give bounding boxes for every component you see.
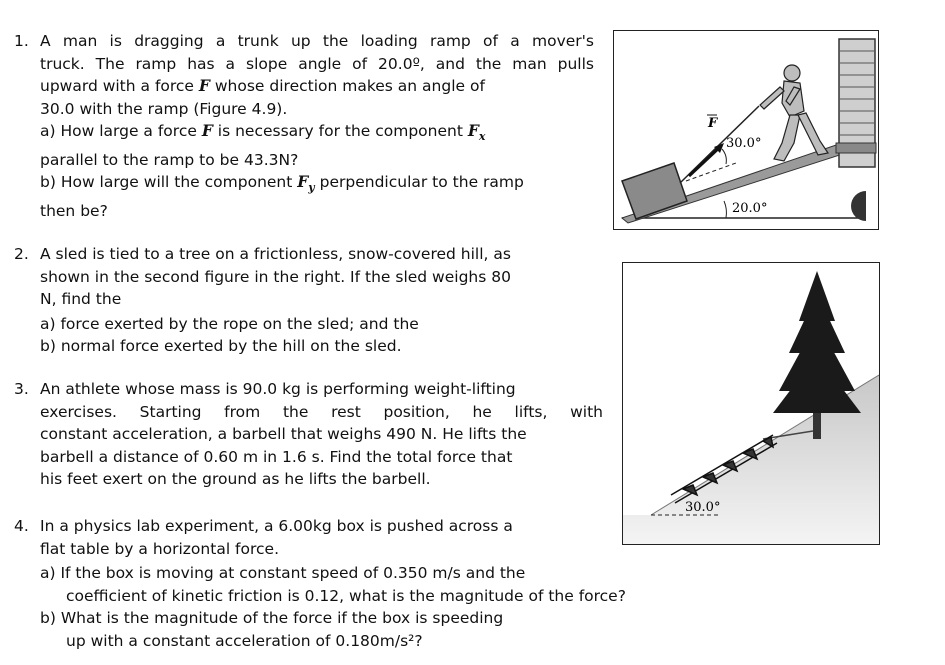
angle-label: 30.0° — [685, 500, 721, 515]
question-2 — [14, 243, 604, 358]
question-number: 2. — [14, 245, 29, 263]
force-arrow-shaft — [689, 147, 720, 176]
part-b: b) What is the magnitude of the force if the box is speeding — [40, 609, 504, 627]
question-text: upward with a force F whose direction makes an angle of — [40, 76, 485, 95]
sled-diagram — [623, 263, 879, 544]
question-text: A sled is tied to a tree on a frictionless, snow-covered hill, as — [40, 245, 511, 263]
part-a: a) How large a force F is necessary for the component $F_x$ — [40, 121, 486, 144]
question-number: 4. — [14, 517, 29, 535]
part-b: up with a constant acceleration of 0.180m/s²? — [66, 631, 423, 650]
question-text: A man is dragging a trunk up the loading ramp of a mover's — [40, 32, 594, 50]
question-1 — [14, 30, 594, 222]
part-b: b) normal force exerted by the hill on the sled. — [40, 337, 402, 355]
part-b: then be? — [40, 201, 108, 220]
question-text: barbell a distance of 0.60 m in 1.6 s. Find the total force that — [40, 447, 513, 466]
question-text: exercises. Starting from the rest position, he lifts, with — [40, 402, 603, 421]
question-text: his feet exert on the ground as he lifts the barbell. — [40, 470, 431, 488]
figure-sled — [622, 262, 880, 545]
question-text: shown in the second figure in the right. If the sled weighs 80 — [40, 267, 511, 286]
figure-ramp — [613, 30, 879, 230]
question-text: truck. The ramp has a slope angle of 20.0º, and the man pulls — [40, 54, 594, 73]
trunk — [622, 163, 687, 219]
question-text: constant acceleration, a barbell that weighs 490 N. He lifts the — [40, 425, 527, 443]
question-text: An athlete whose mass is 90.0 kg is performing weight-lifting — [40, 380, 516, 398]
part-a: coefficient of kinetic friction is 0.12, what is the magnitude of the force? — [66, 586, 626, 605]
force-angle-label: 30.0° — [726, 136, 762, 151]
ramp-diagram — [614, 31, 878, 229]
part-a: a) If the box is moving at constant speed of 0.350 m/s and the — [40, 564, 526, 582]
question-number: 1. — [14, 32, 29, 50]
question-text: flat table by a horizontal force. — [40, 539, 280, 558]
truck-wheel — [851, 191, 866, 221]
question-text: N, find the — [40, 290, 122, 308]
question-number: 3. — [14, 380, 29, 398]
truck-bed — [836, 143, 876, 153]
part-a: parallel to the ramp to be 43.3N? — [40, 150, 299, 169]
question-text: 30.0 with the ramp (Figure 4.9). — [40, 99, 288, 118]
ramp-angle-label: 20.0° — [732, 201, 768, 216]
part-b: b) How large will the component $F_y$ perpendicular to the ramp — [40, 172, 524, 195]
force-label: F — [708, 116, 718, 131]
part-a: a) force exerted by the rope on the sled; and the — [40, 314, 419, 333]
question-text: In a physics lab experiment, a 6.00kg box is pushed across a — [40, 517, 513, 535]
question-3 — [14, 378, 604, 491]
man-figure — [760, 65, 828, 161]
